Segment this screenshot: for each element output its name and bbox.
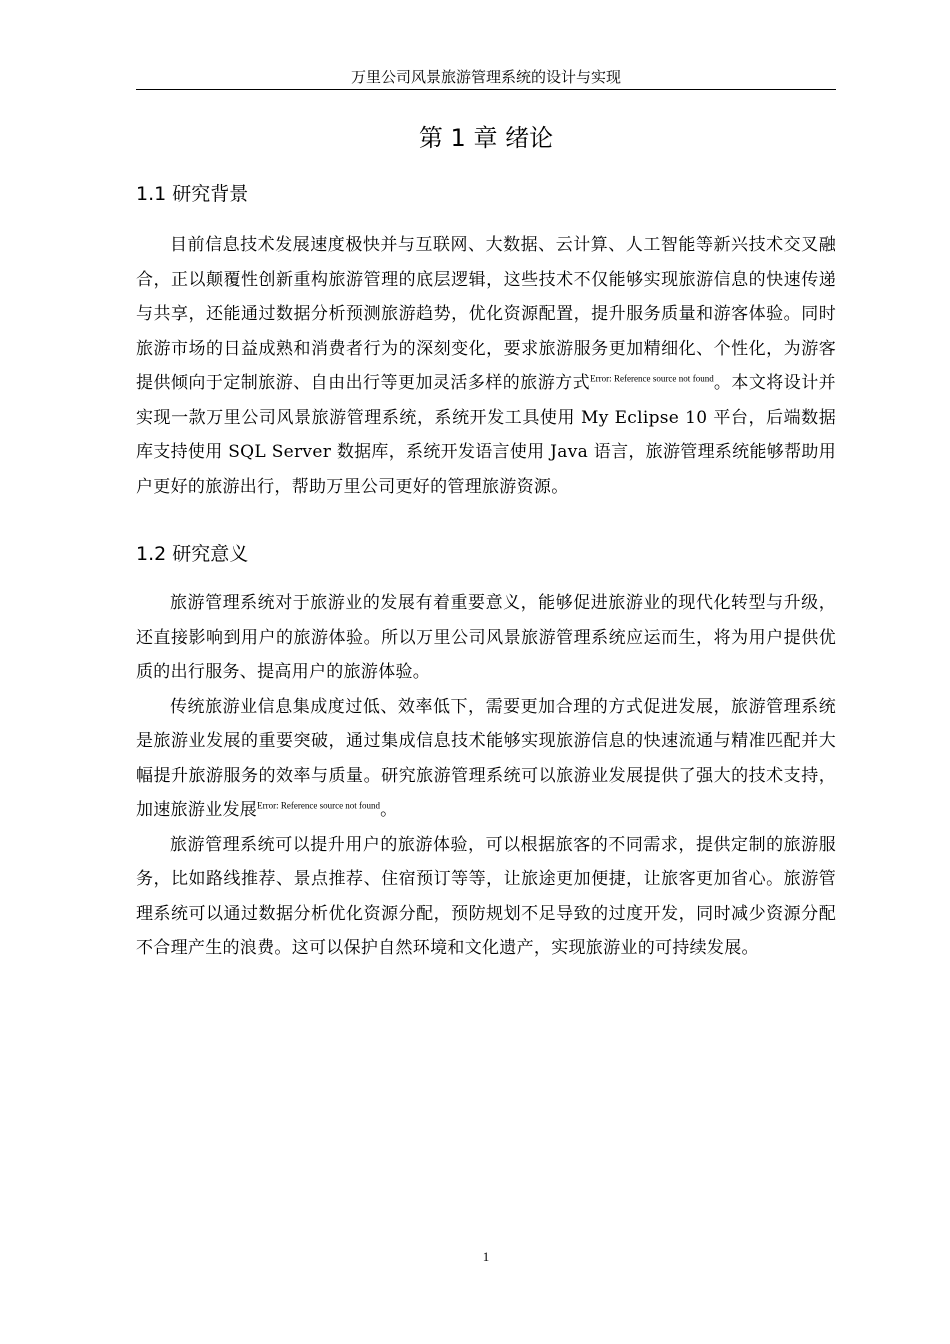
paragraph-text: 传统旅游业信息集成度过低、效率低下，需要更加合理的方式促进发展，旅游管理系统是旅游业发展的重要突破，通过集成信息技术能够实现旅游信息的快速流通与精准匹配并大幅提升旅游服务的效率与质量。研究旅游管理系统可以旅游业发展提供了强大的技术支持，加速旅游业发展 [136, 696, 836, 820]
running-header: 万里公司风景旅游管理系统的设计与实现 [350, 70, 621, 86]
paragraph-text-continued: 。本文将设计并实现一款万里公司风景旅游管理系统，系统开发工具使用 My Eclipse 10 平台，后端数据库支持使用 SQL Server 数据库，系统开发语言使用 Java 语言，旅游管理系统能够帮助用户更好的旅游出行，帮助万里公司更好的管理旅游资源。 [136, 373, 836, 497]
paragraph-text: 旅游管理系统可以提升用户的旅游体验，可以根据旅客的不同需求，提供定制的旅游服务，比如路线推荐、景点推荐、住宿预订等等，让旅途更加便捷，让旅客更加省心。旅游管理系统可以通过数据分析优化资源分配，预防规划不足导致的过度开发，同时减少资源分配不合理产生的浪费。这可以保护自然环境和文化遗产，实现旅游业的可持续发展。 [136, 834, 836, 958]
section-1-2-body [136, 586, 836, 966]
page-number: 1 [482, 1249, 490, 1264]
section-heading-1-2: 1.2 研究意义 [136, 543, 249, 565]
paragraph [136, 586, 836, 690]
header-rule [136, 89, 836, 90]
section-heading-1-1: 1.1 研究背景 [136, 183, 249, 205]
paragraph-text: 旅游管理系统对于旅游业的发展有着重要意义，能够促进旅游业的现代化转型与升级，还直接影响到用户的旅游体验。所以万里公司风景旅游管理系统应运而生，将为用户提供优质的出行服务、提高用户的旅游体验。 [136, 593, 836, 682]
paragraph-text-continued: 。 [380, 800, 398, 820]
reference-citation: Error: Reference source not found [257, 800, 381, 811]
section-1-1-body [136, 228, 836, 504]
paragraph [136, 228, 836, 504]
chapter-title: 第 1 章 绪论 [418, 124, 554, 152]
paragraph [136, 828, 836, 966]
paragraph-text: 目前信息技术发展速度极快并与互联网、大数据、云计算、人工智能等新兴技术交叉融合，正以颠覆性创新重构旅游管理的底层逻辑，这些技术不仅能够实现旅游信息的快速传递与共享，还能通过数据分析预测旅游趋势，优化资源配置，提升服务质量和游客体验。同时旅游市场的日益成熟和消费者行为的深刻变化，要求旅游服务更加精细化、个性化，为游客提供倾向于定制旅游、自由出行等更加灵活多样的旅游方式 [136, 235, 836, 393]
paragraph [136, 690, 836, 828]
reference-citation: Error: Reference source not found [590, 373, 714, 384]
